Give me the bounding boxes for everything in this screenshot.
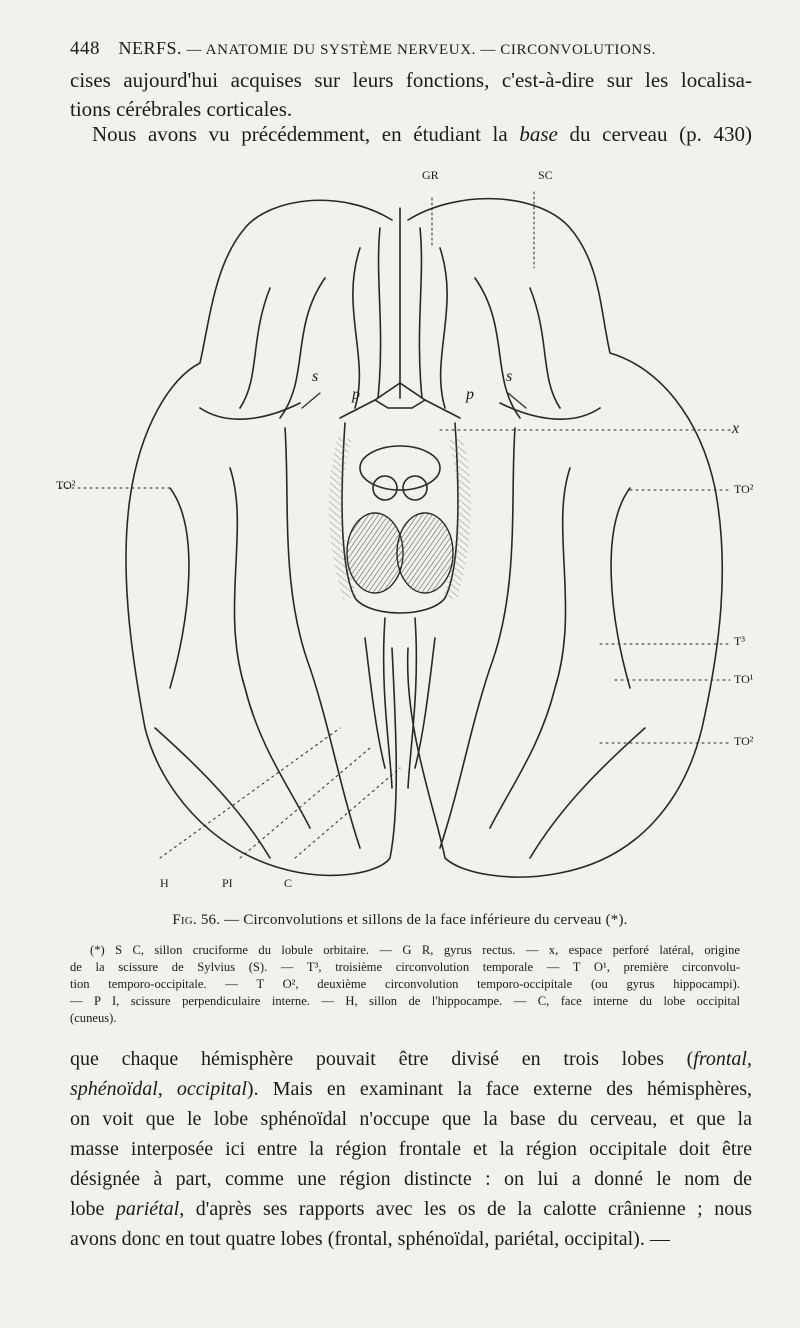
label-p-right: p — [466, 386, 474, 403]
page-number: 448 — [70, 38, 100, 59]
footnote-line: (*) S C, sillon cruciforme du lobule orbitaire. — G R, gyrus rectus. — x, espace perforé latéral, origine — [90, 943, 740, 957]
text-span: lobe — [70, 1198, 116, 1220]
label-gr: GR — [422, 168, 439, 182]
section-subtitle: — ANATOMIE DU SYSTÈME NERVEUX. — CIRCONVOLUTIONS. — [186, 42, 657, 58]
text-line: désignée à part, comme une région distincte : on lui a donné le nom de — [70, 1168, 752, 1190]
top-paragraph — [70, 66, 752, 123]
text-span: , — [157, 1078, 177, 1100]
text-line: masse interposée ici entre la région frontale et la région occipitale doit être — [70, 1138, 752, 1160]
text-line — [70, 1074, 752, 1104]
footnote-line: tion temporo-occipitale. — T O², deuxième circonvolution temporo-occipitale (ou gyrus hippocampi). — [70, 977, 740, 991]
label-s-left: s — [312, 368, 319, 385]
label-c: C — [284, 876, 293, 890]
label-to1: TO¹ — [734, 672, 754, 686]
label-sc: SC — [538, 168, 553, 182]
text-line: avons donc en tout quatre lobes (frontal, sphénoïdal, pariétal, occipital). — — [70, 1228, 670, 1250]
label-to2-right: TO² — [734, 482, 754, 496]
footnote-line: — P I, scissure perpendiculaire interne. — H, sillon de l'hippocampe. — C, face interne du lobe occipital — [70, 994, 740, 1008]
figure-number: Fig. 56. — [172, 912, 221, 928]
text-line — [70, 1194, 752, 1224]
emphasis: pariétal — [115, 1198, 180, 1220]
text-span: ). Mais en examinant la face externe des hémisphères, — [246, 1078, 753, 1100]
emphasis: frontal, — [693, 1048, 752, 1070]
label-pi: PI — [222, 876, 233, 890]
emphasis: occipital — [176, 1078, 247, 1100]
section-title: NERFS. — [118, 38, 183, 58]
text-line: on voit que le lobe sphénoïdal n'occupe que la base du cerveau, et que la — [70, 1108, 752, 1130]
second-paragraph — [70, 120, 752, 149]
figure-caption — [0, 912, 800, 929]
figure-footnote — [70, 942, 740, 1027]
text-span: Nous avons vu précédemment, en étudiant la — [92, 122, 520, 146]
emphasis: sphénoïdal — [70, 1078, 158, 1100]
label-s-right: s — [506, 368, 513, 385]
footnote-line: de la scissure de Sylvius (S). — T³, troisième circonvolution temporale — T O¹, première circonvolu- — [70, 960, 740, 974]
text-line — [70, 120, 752, 149]
label-x: x — [732, 420, 740, 437]
text-line: cises aujourd'hui acquises sur leurs fonctions, c'est-à-dire sur les localisa- — [70, 68, 752, 92]
text-span: , d'après ses rapports avec les os de la calotte crânienne ; nous — [179, 1198, 752, 1220]
text-line — [70, 1044, 752, 1074]
running-head — [70, 38, 740, 60]
bottom-paragraph — [70, 1044, 752, 1254]
text-span: du cerveau (p. 430) — [557, 122, 752, 146]
label-p-left: p — [352, 386, 360, 403]
caption-text: — Circonvolutions et sillons de la face inférieure du cerveau (*). — [224, 912, 628, 928]
brain-inferior-surface-illustration — [40, 168, 760, 898]
footnote-line: (cuneus). — [70, 1011, 117, 1025]
brain-figure — [40, 168, 760, 898]
emphasis: base — [519, 122, 558, 146]
label-t3: T³ — [734, 634, 745, 648]
label-to2-left: TO² — [56, 478, 76, 492]
text-line: tions cérébrales corticales. — [70, 96, 293, 121]
label-to2-low: TO² — [734, 734, 754, 748]
text-span: que chaque hémisphère pouvait être divisé en trois lobes ( — [70, 1048, 694, 1070]
label-h: H — [160, 876, 169, 890]
